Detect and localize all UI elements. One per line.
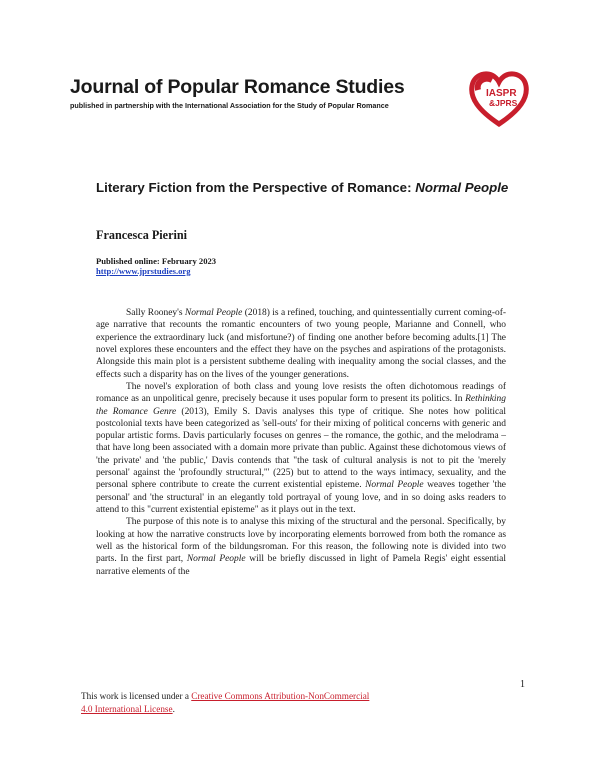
article-title-main: Literary Fiction from the Perspective of Romance: <box>96 180 416 195</box>
license-link[interactable]: Creative Commons Attribution-NonCommercial 4.0 International License <box>81 691 370 714</box>
journal-url-link[interactable]: http://www.jprstudies.org <box>96 266 191 276</box>
logo-line2: &JPRS <box>489 98 518 108</box>
journal-subtitle: published in partnership with the International Association for the Study of Popular Romance <box>70 101 389 110</box>
p1-text-c: (2018) is a refined, touching, and quintessentially current coming-of-age narrative that recounts the romantic encounters of two young people, Marianne and Connell, who experience the extraordinary luck (and misfortune?) of finding one another before becoming adults.[1] The novel explores these encounters and the effect they have on the psyches and aspirations of the protagonists. Alongside this main plot is a persistent subtheme dealing with inequality among the social classes, and the effects such a disparity has on the lives of the younger generations. <box>96 308 507 380</box>
article-title-italic: Normal People <box>415 180 509 195</box>
p1-italic-title: Normal People <box>184 308 243 318</box>
p3-text-a: The purpose of this note is to analyse this mixing of the structural and the personal. Specifically, by looking at how the narrative constructs love by incorporating elements borrowed from both the romance as well as the historical form of the bildungsroman. For this reason, the following note is divided into two parts. In the first part, <box>96 517 506 565</box>
p2-text-e: weaves together 'the personal' and 'the structural' in an elegantly told portrayal of young love, and in so doing asks readers to attend to this "current existential episteme" as it plays out in the text. <box>96 480 506 515</box>
page-number: 1 <box>520 679 525 690</box>
article-body <box>96 307 506 578</box>
p3-text-c: will be briefly discussed in light of Pamela Regis' eight essential narrative elements of the <box>96 554 506 577</box>
logo-text <box>470 88 518 108</box>
journal-title: Journal of Popular Romance Studies <box>70 76 405 98</box>
paragraph-3 <box>96 516 506 578</box>
license-prefix: This work is licensed under a <box>81 691 192 701</box>
p2-text-a: The novel's exploration of both class and young love resists the often dichotomous readings of romance as an unpolitical genre, precisely because it uses popular form to present its politics. In <box>96 381 506 405</box>
p2-italic-title: Rethinking the Romance Genre <box>96 394 506 417</box>
p2-text-c: (2013), Emily S. Davis analyses this type of critique. She notes how political postcolonial texts have been categorized as 'sell-outs' for their mixing of political concerns with generic and popular artistic forms. Davis particularly focuses on genres – the romance, the gothic, and the melodrama – that have long been associated with a domain more private than public. Against these dichotomous views of 'the private' and 'the public,' Davis contends that "the task of cultural analysis is not to pit the 'merely personal' against the 'profoundly structural,'" (225) but to attend to the ways intimacy, sexuality, and the personal sphere contribute to create the current existential episteme. <box>96 406 506 491</box>
article-title <box>96 180 508 195</box>
license-footer <box>81 690 381 715</box>
paragraph-2 <box>96 381 506 516</box>
paragraph-1 <box>96 307 506 381</box>
license-suffix: . <box>172 703 175 714</box>
p2-italic-title-2: Normal People <box>365 480 424 491</box>
p3-italic-title: Normal People <box>186 554 246 565</box>
p1-text-a: Sally Rooney's <box>126 308 185 318</box>
author-name: Francesca Pierini <box>96 228 188 242</box>
logo-line1: IASPR <box>486 88 517 99</box>
publication-date: Published online: February 2023 <box>96 256 217 266</box>
